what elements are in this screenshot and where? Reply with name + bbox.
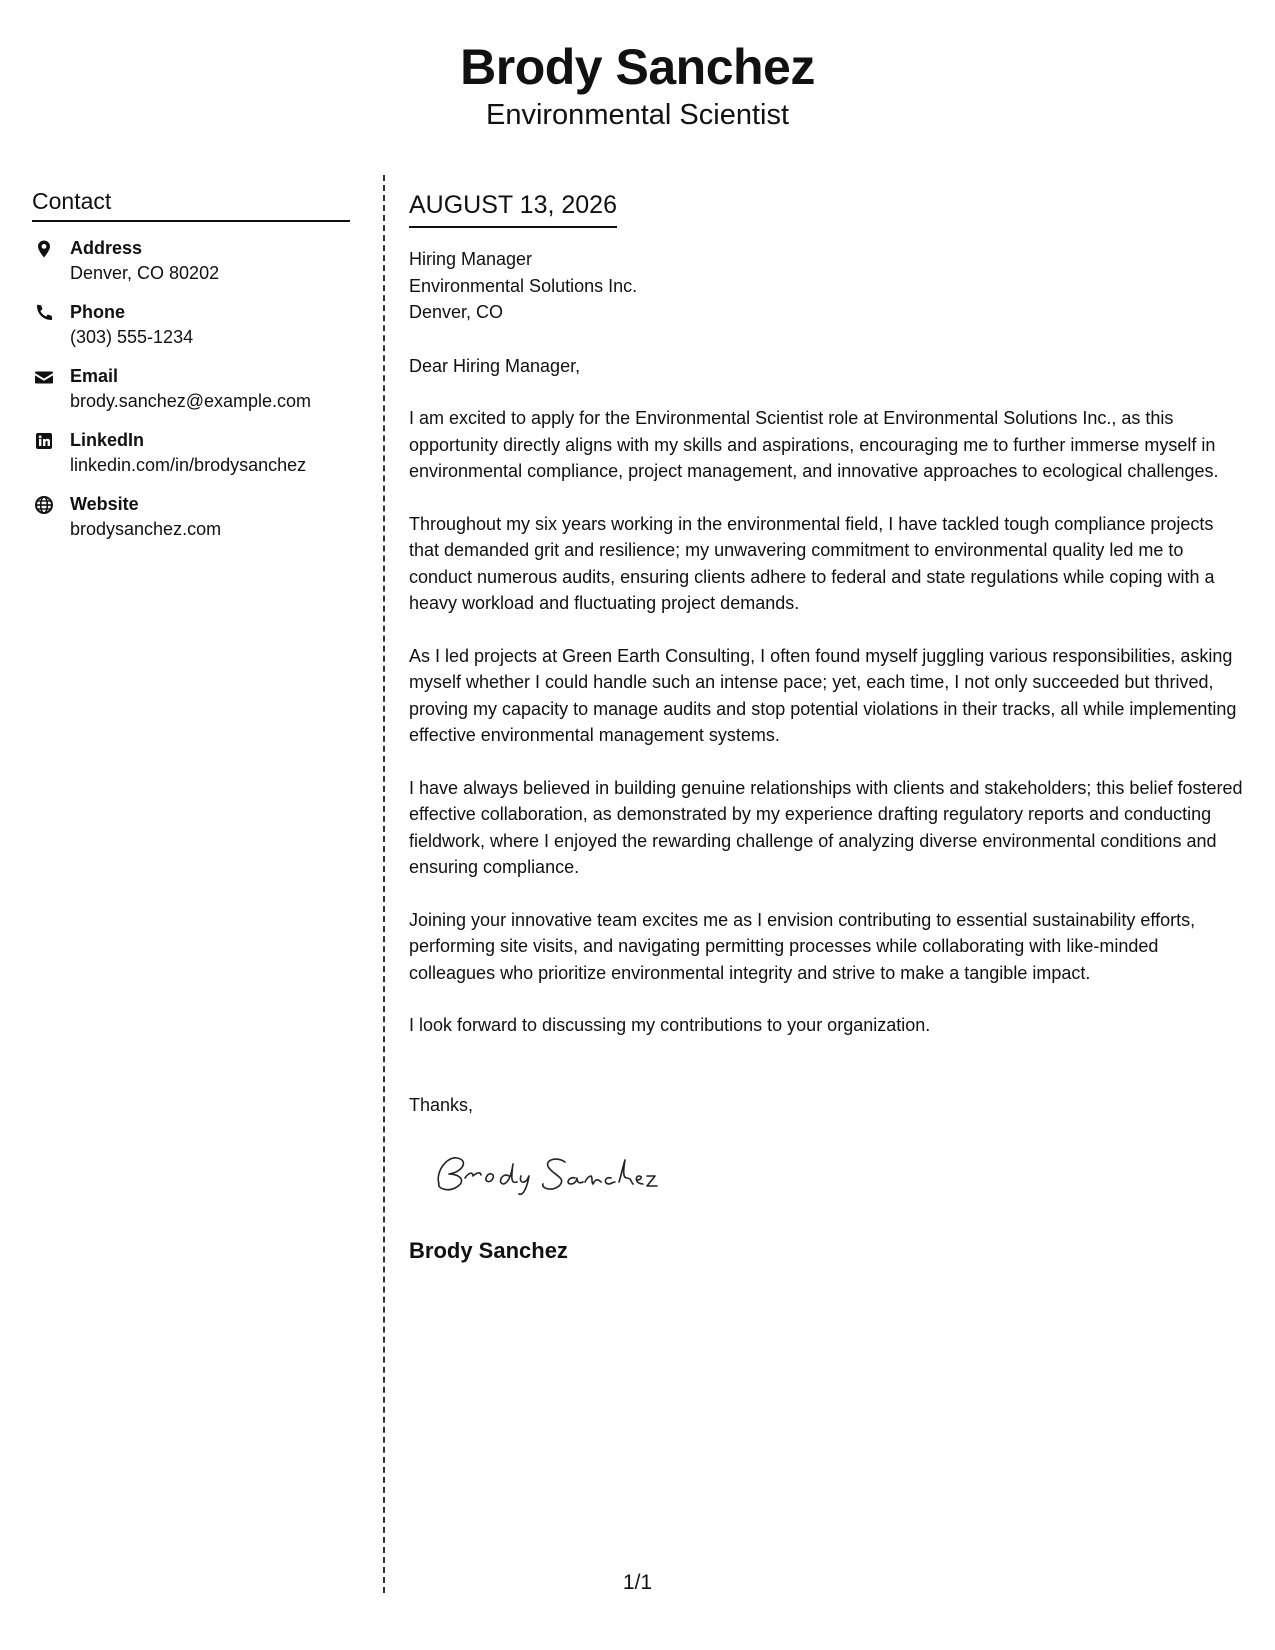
- contact-value: Denver, CO 80202: [70, 263, 220, 283]
- letter-paragraph: I am excited to apply for the Environmental Scientist role at Environmental Solutions Inc., as this opportunity directly aligns with my skills and aspirations, encouraging me to further immerse myself in environmental compliance, project management, and innovative approaches to ecological challenges.: [409, 408, 1219, 481]
- recipient-line: Environmental Solutions Inc.: [409, 275, 638, 296]
- letter-paragraph: I have always believed in building genuine relationships with clients and stakeholders; this belief fostered effective collaboration, as demonstrated by my experience drafting regulatory reports and conducting fieldwork, where I enjoyed the rewarding challenge of analyzing diverse environmental conditions and ensuring compliance.: [409, 777, 1243, 877]
- contact-value: (303) 555-1234: [70, 327, 194, 347]
- recipient-block: [409, 246, 1244, 326]
- phone-icon: [34, 303, 54, 323]
- envelope-icon: [34, 367, 54, 387]
- closing: Thanks,: [409, 1094, 474, 1115]
- salutation: Dear Hiring Manager,: [409, 355, 581, 376]
- letter-header: [0, 38, 1275, 132]
- contact-sidebar: [32, 187, 350, 542]
- contact-value: linkedin.com/in/brodysanchez: [70, 455, 307, 475]
- contact-label: Email: [70, 366, 119, 386]
- letter-date: AUGUST 13, 2026: [409, 190, 617, 228]
- contact-value: brody.sanchez@example.com: [70, 391, 312, 411]
- letter-paragraph: As I led projects at Green Earth Consulting, I often found myself juggling various responsibilities, asking myself whether I could handle such an intense pace; yet, each time, I not only succeeded but thrived, proving my capacity to manage audits and stop potential violations in their tracks, all while implementing effective environmental management systems.: [409, 645, 1237, 745]
- contact-item-linkedin: [32, 428, 350, 478]
- signer-name: Brody Sanchez: [409, 1238, 568, 1263]
- globe-icon: [34, 495, 54, 515]
- letter-paragraph: Throughout my six years working in the environmental field, I have tackled tough compliance projects that demanded grit and resilience; my unwavering commitment to environmental quality led me to conduct numerous audits, ensuring clients adhere to federal and state regulations while coping with a heavy workload and fluctuating project demands.: [409, 513, 1215, 613]
- contact-item-website: [32, 492, 350, 542]
- letter-paragraph: Joining your innovative team excites me as I envision contributing to essential sustainability efforts, performing site visits, and navigating permitting processes while collaborating with like-minded colleagues who prioritize environmental integrity and strive to make a tangible impact.: [409, 909, 1196, 983]
- recipient-line: Hiring Manager: [409, 249, 533, 269]
- linkedin-icon: [34, 431, 54, 451]
- contact-item-email: [32, 364, 350, 414]
- applicant-name: Brody Sanchez: [460, 39, 815, 95]
- contact-label: Address: [70, 238, 143, 258]
- contact-item-phone: [32, 300, 350, 350]
- contact-label: LinkedIn: [70, 430, 145, 450]
- letter-body: [409, 190, 1244, 1265]
- page-number: 1/1: [622, 1571, 653, 1594]
- map-pin-icon: [34, 239, 54, 259]
- contact-item-address: [32, 236, 350, 286]
- contact-heading: Contact: [32, 187, 350, 222]
- column-divider: [383, 175, 385, 1593]
- contact-label: Phone: [70, 302, 126, 322]
- contact-value: brodysanchez.com: [70, 519, 222, 539]
- recipient-line: Denver, CO: [409, 302, 504, 322]
- handwritten-signature: [425, 1142, 665, 1202]
- letter-paragraph: I look forward to discussing my contributions to your organization.: [409, 1015, 931, 1035]
- contact-label: Website: [70, 494, 139, 514]
- applicant-title: Environmental Scientist: [485, 99, 790, 131]
